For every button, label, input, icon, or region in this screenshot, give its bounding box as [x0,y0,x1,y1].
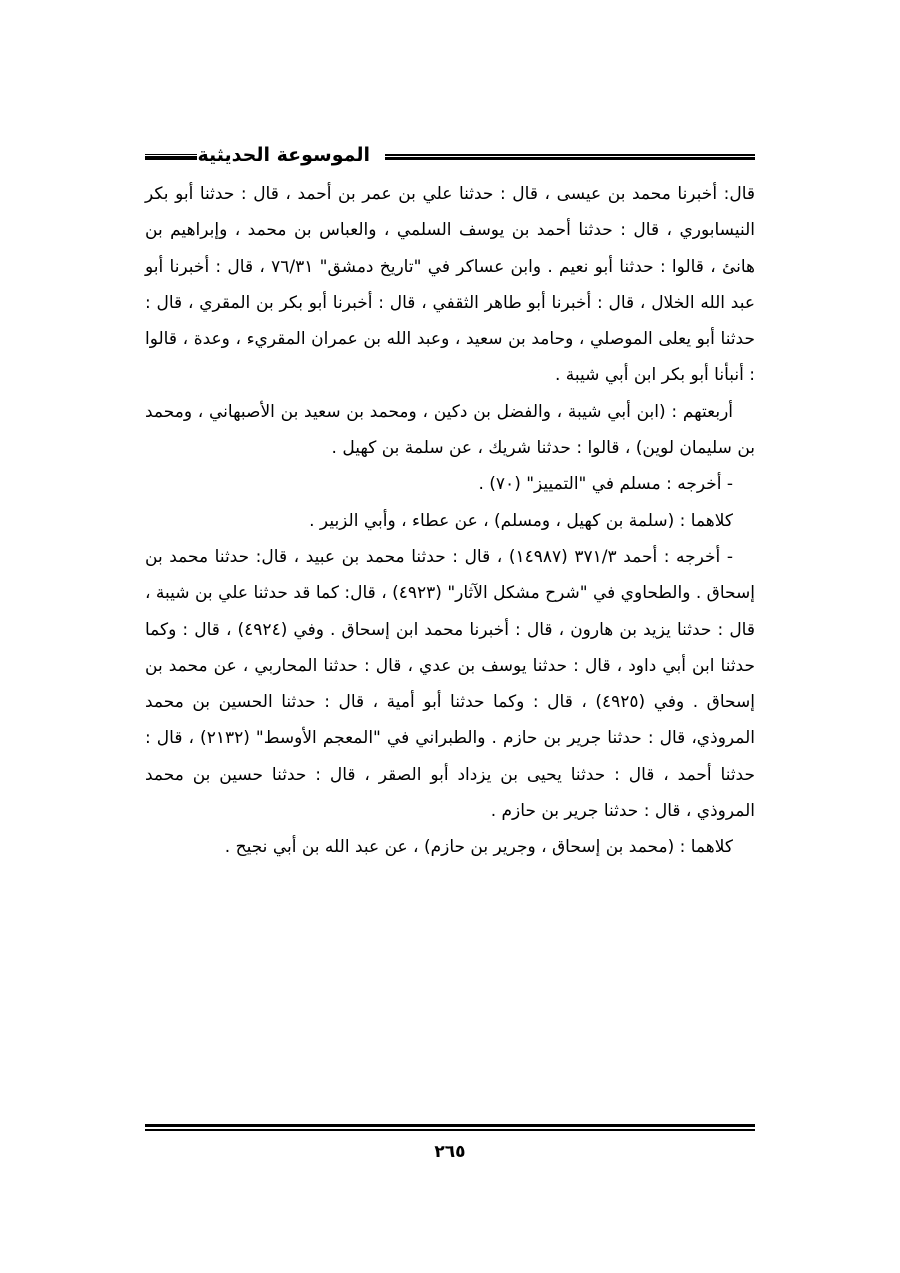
page-number: ٢٦٥ [434,1142,466,1162]
running-header [145,140,755,174]
paragraph-chain-continuation: قال: أخبرنا محمد بن عيسى ، قال : حدثنا علي بن عمر بن أحمد ، قال : حدثنا أبو بكر النيسابوري ، قال : حدثنا أحمد بن يوسف السلمي ، والعباس بن محمد ، وإبراهيم بن هانئ ، قالوا : حدثنا أبو نعيم . وابن عساكر في "تاريخ دمشق" ٧٦/٣١ ، قال : أخبرنا أبو عبد الله الخلال ، قال : أخبرنا أبو طاهر الثقفي ، قال : أخبرنا أبو بكر بن المقري ، قال : حدثنا أبو يعلى الموصلي ، وحامد بن سعيد ، وعبد الله بن عمران المقريء ، وعدة ، قالوا : أنبأنا أبو بكر ابن أبي شيبة . [145,184,756,386]
paragraph-takhrij-muslim: - أخرجه : مسلم في "التمييز" (٧٠) . [478,474,733,495]
header-rule-left [145,154,197,160]
paragraph-four-narrators: أربعتهم : (ابن أبي شيبة ، والفضل بن دكين ، ومحمد بن سعيد بن الأصبهاني ، ومحمد بن سليمان لوين) ، قالوا : حدثنا شريك ، عن سلمة بن كهيل . [145,401,755,459]
header-title: الموسوعة الحديثية [197,144,370,166]
paragraph-both-ishaq-jarir: كلاهما : (محمد بن إسحاق ، وجرير بن حازم) ، عن عبد الله بن أبي نجيح . [224,837,733,858]
paragraph-takhrij-ahmad: - أخرجه : أحمد ٣٧١/٣ (١٤٩٨٧) ، قال : حدثنا محمد بن عبيد ، قال: حدثنا محمد بن إسحاق . والطحاوي في "شرح مشكل الآثار" (٤٩٢٣) ، قال: كما قد حدثنا علي بن شيبة ، قال : حدثنا يزيد بن هارون ، قال : أخبرنا محمد ابن إسحاق . وفي (٤٩٢٤) ، قال : وكما حدثنا ابن أبي داود ، قال : حدثنا يوسف بن عدي ، قال : حدثنا المحاربي ، عن محمد بن إسحاق . وفي (٤٩٢٥) ، قال : وكما حدثنا أبو أمية ، قال : حدثنا الحسين بن محمد المروذي، قال : حدثنا جرير بن حازم . والطبراني في "المعجم الأوسط" (٢١٣٢) ، قال : حدثنا أحمد ، قال : حدثنا يحيى بن يزداد أبو الصقر ، قال : حدثنا حسين بن محمد المروذي ، قال : حدثنا جرير بن حازم . [145,546,756,822]
body-text [145,176,755,866]
paragraph-both-salama-muslim: كلاهما : (سلمة بن كهيل ، ومسلم) ، عن عطاء ، وأبي الزبير . [309,510,733,531]
header-rule-right [385,154,755,160]
footer-rule [145,1124,755,1131]
